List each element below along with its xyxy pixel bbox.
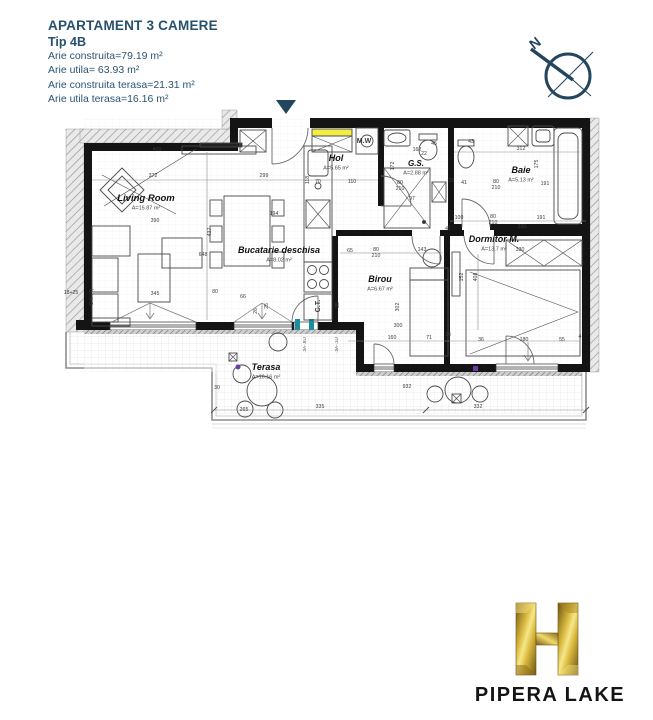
pipera-lake-logo — [455, 598, 645, 710]
dimension-label: 80 — [373, 247, 379, 253]
dimension-label: 143 — [417, 247, 427, 253]
room-label-g-s-: G.S. — [407, 159, 425, 168]
dimension-label: 265 — [239, 407, 249, 413]
dimension-label: 36 — [478, 337, 484, 343]
door-code-label: .3A-.1U — [334, 337, 339, 353]
dimension-label: 66 — [240, 294, 246, 300]
dimension-label: 70 — [315, 179, 321, 185]
area-built: Arie construita=79.19 m² — [48, 50, 163, 62]
room-area-label: A=13.7 m² — [481, 246, 507, 253]
room-label-dormitor-m-: Dormitor M. — [468, 234, 520, 244]
dimension-label: 30 — [214, 385, 220, 391]
room-area-label: A=16.16 m² — [251, 374, 281, 381]
room-label-terasa: Terasa — [251, 362, 281, 372]
dimension-label: 332 — [473, 404, 483, 410]
room-area-label: A=5.65 m² — [323, 165, 349, 172]
dimension-label: 210 — [395, 186, 405, 192]
dimension-label: GW (T) — [89, 288, 95, 306]
dimension-label: 152 — [459, 272, 465, 282]
fixture-label: M.W — [356, 138, 372, 145]
dimension-label: 335 — [315, 404, 325, 410]
dimension-label: 65 — [347, 248, 353, 254]
dimension-label: 299 — [259, 173, 269, 179]
dimension-label: 210 — [491, 185, 501, 191]
dimension-label: 302 — [395, 302, 401, 312]
dimension-label: 191 — [540, 181, 550, 187]
area-usable: Arie utila= 63.93 m² — [48, 64, 140, 77]
room-area-label: A=2.88 m² — [403, 170, 429, 177]
dimension-label: 110 — [347, 179, 357, 185]
dimension-label: 160 — [387, 335, 397, 341]
dimension-label: 118 — [305, 175, 311, 185]
dimension-label: 194 — [269, 211, 279, 217]
compass-north-label: N — [525, 33, 544, 53]
dimension-label: 162 — [412, 147, 422, 153]
room-label-baie: Baie — [511, 165, 531, 175]
dimension-label: 400 — [152, 147, 162, 153]
dimension-label: 210 — [488, 220, 498, 226]
dimension-label: 345 — [150, 291, 160, 297]
dimension-label: 80 — [493, 179, 499, 185]
dimension-label: 330 — [515, 247, 525, 253]
room-area-label: A=15.87 m² — [131, 205, 161, 212]
dimension-label: 29 — [448, 178, 454, 184]
plan-header — [48, 18, 218, 107]
dimension-label: 300 — [393, 323, 403, 329]
facade-band — [84, 330, 356, 334]
dimension-label: 330 — [517, 224, 527, 230]
plan-type: Tip 4B — [48, 35, 86, 49]
dimension-label: 80 — [212, 289, 218, 295]
area-built-terrace: Arie construita terasa=21.31 m² — [48, 78, 195, 91]
dimension-label: 18+25 — [63, 290, 79, 296]
dimension-label: 55 — [559, 337, 565, 343]
dimension-label: 41 — [445, 226, 451, 232]
compass-icon — [526, 34, 593, 98]
dimension-label: 648 — [198, 252, 208, 258]
facade-band — [356, 372, 582, 376]
room-area-label: A=8.02 m² — [266, 257, 292, 264]
dimension-label: 97 — [409, 196, 415, 202]
dimension-label: 22 — [421, 151, 427, 157]
dimension-label: 191 — [536, 215, 546, 221]
dimension-label: 26 — [253, 308, 259, 314]
logo-name: PIPERA LAKE — [474, 684, 626, 706]
area-usable-terrace: Arie utila terasa=16.16 m² — [48, 93, 169, 106]
dimension-label: 80 — [490, 214, 496, 220]
room-label-bucatarie-deschisa: Bucatarie deschisa — [237, 245, 321, 255]
dimension-label: 210 — [371, 253, 381, 259]
dimension-label: 437 — [207, 227, 213, 237]
entrance-marker-icon — [276, 100, 296, 114]
dimension-label: 172 — [390, 161, 396, 171]
dimension-label: 100 — [454, 215, 464, 221]
dimension-label: 372 — [148, 173, 158, 179]
dimension-label: 390 — [150, 218, 160, 224]
dimension-label: 45 — [431, 141, 437, 147]
dimension-label: 932 — [402, 384, 412, 390]
dimension-label: 25 — [264, 303, 270, 309]
dimension-label: 175 — [534, 159, 540, 169]
dimension-label: 71 — [426, 335, 432, 341]
dimension-label: 180 — [519, 337, 529, 343]
room-label-birou: Birou — [368, 274, 392, 284]
dimension-label: 312 — [516, 146, 526, 152]
dimension-label: 4 — [578, 334, 582, 340]
room-area-label: A=5.13 m² — [508, 177, 534, 184]
dimension-label: 41 — [461, 180, 467, 186]
dimension-label: 25 — [335, 302, 341, 308]
accent-purple — [473, 366, 478, 371]
dimension-label: 43 — [468, 139, 474, 145]
door-code-label: .3A-.8U — [302, 337, 307, 353]
dimension-label: 408 — [473, 272, 479, 282]
page-title: APARTAMENT 3 CAMERE — [48, 18, 218, 33]
dimension-label: 14 — [445, 332, 451, 338]
room-area-label: A=6.67 m² — [367, 286, 393, 293]
room-label-living-room: Living Room — [117, 193, 175, 204]
room-label-hol: Hol — [328, 153, 344, 163]
fixture-label: C.T. — [315, 299, 322, 313]
dimension-label: 80 — [397, 180, 403, 186]
